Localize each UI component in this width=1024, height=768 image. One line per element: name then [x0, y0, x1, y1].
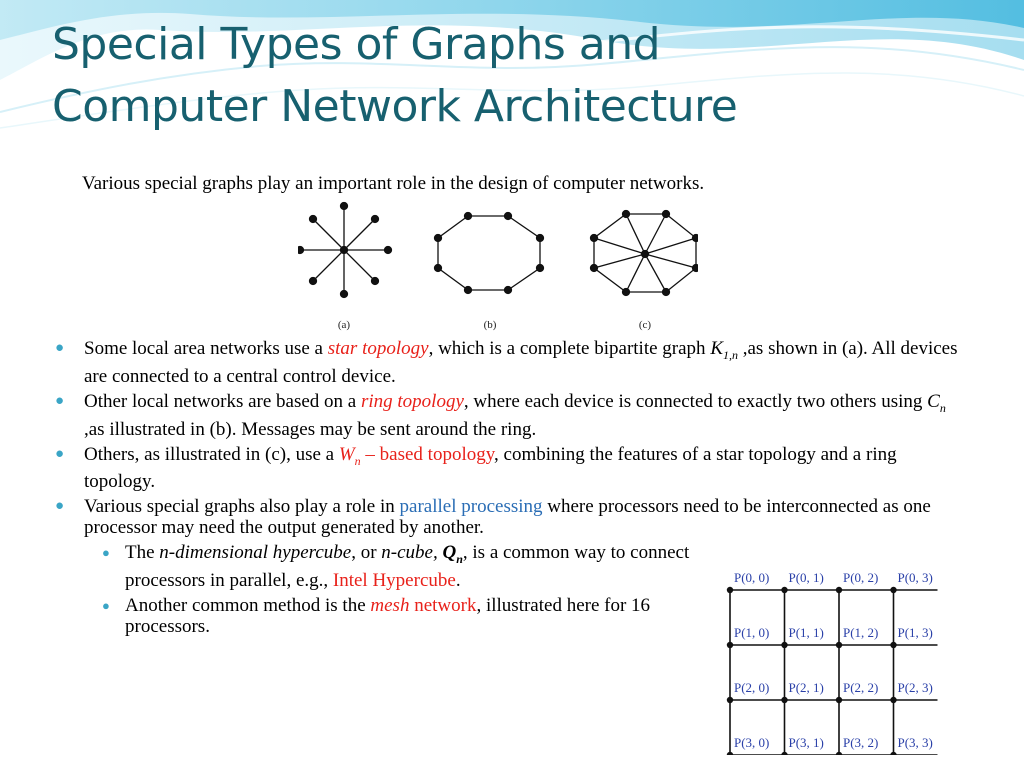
mesh-processor-node [836, 697, 842, 703]
mesh-node-label: P(3, 3) [897, 735, 933, 750]
bullet-ring-topology [55, 391, 965, 440]
mesh-processor-node [890, 587, 896, 593]
mesh-node-label: P(1, 0) [734, 625, 770, 640]
mesh-node-label: P(2, 1) [788, 680, 824, 695]
subbullet-mesh [102, 595, 725, 638]
bullet-text: where processors need to be interconnected as one processor may need the output generated by another. [84, 496, 931, 539]
mesh-node-label: P(2, 3) [897, 680, 933, 695]
bullet-text: Some local area networks use a [84, 338, 328, 359]
ring-topology-term: ring topology [360, 390, 464, 412]
bullet-text: . [455, 570, 461, 592]
bullet-text: , is a common way to connect processors in parallel, e.g., [125, 542, 690, 592]
intro-text: Various special graphs play an important role in the design of computer networks. [82, 173, 705, 194]
mesh-term-italic: mesh [370, 595, 410, 617]
mesh-processor-node [836, 587, 842, 593]
mesh-node-label: P(0, 0) [734, 570, 770, 585]
bullet-text: Various special graphs also play a role in [84, 496, 400, 518]
slide-title-line-1: Special Types of Graphs and [52, 19, 661, 70]
figure-label-b: (b) [483, 319, 497, 331]
hypercube-term: n-dimensional hypercube [159, 542, 352, 564]
subbullet-dot-icon: ● [102, 598, 110, 614]
bullet-dot-icon: ● [55, 392, 65, 409]
mesh-processor-node [781, 587, 787, 593]
bullet-dot-icon: ● [55, 445, 65, 462]
mesh-processor-node [836, 642, 842, 648]
mesh-node-label: P(2, 2) [843, 680, 879, 695]
bullet-text: , which is a complete bipartite graph [428, 338, 711, 359]
intel-hypercube-term: Intel Hypercube [332, 570, 456, 592]
bullet-text: ,as shown in (a). All devices are connected to a central control device. [84, 338, 958, 387]
subbullet-dot-icon: ● [102, 545, 110, 561]
bullet-text: Others, as illustrated in (c), use a [84, 443, 339, 465]
mesh-node-label: P(1, 1) [788, 625, 824, 640]
mesh-node-label: P(0, 1) [788, 570, 824, 585]
mesh-node-label: P(1, 2) [843, 625, 879, 640]
parallel-processing-term: parallel processing [399, 496, 543, 518]
bullet-text: , illustrated here for 16 processors. [125, 595, 651, 638]
topology-figure [298, 200, 698, 336]
wheel-topology-term [338, 443, 495, 468]
mesh-term-rest: network [409, 595, 477, 617]
slide-title [52, 14, 992, 138]
mesh-node-label: P(1, 3) [897, 625, 933, 640]
mesh-processor-node [727, 642, 733, 648]
graph-symbol-sub: 1,n [723, 347, 738, 362]
graph-cn-symbol [927, 390, 946, 415]
bullet-text: , combining the features of a star topology and a ring topology. [84, 443, 897, 493]
ncube-term: n-cube, [381, 542, 438, 564]
mesh-node-label: P(3, 1) [788, 735, 824, 750]
term-rest: – based topology [360, 443, 495, 465]
graph-symbol-base: K [710, 338, 723, 359]
mesh-network-diagram [726, 565, 942, 755]
graph-symbol-base: C [927, 390, 940, 412]
mesh-node-label: P(3, 0) [734, 735, 770, 750]
bullet-text: , where each device is connected to exactly two others using [463, 390, 928, 412]
mesh-node-label: P(3, 2) [843, 735, 879, 750]
mesh-node-label: P(2, 0) [734, 680, 770, 695]
bullet-star-topology [55, 338, 965, 387]
graph-qn-symbol [442, 542, 463, 567]
bullet-dot-icon: ● [55, 340, 65, 356]
star-topology-term: star topology [327, 338, 429, 359]
mesh-network-term [370, 595, 476, 616]
mesh-processor-node [781, 697, 787, 703]
mesh-processor-node [781, 642, 787, 648]
graph-k1n-symbol [710, 338, 738, 362]
subbullet-hypercube [102, 542, 735, 592]
bullet-wheel-topology [55, 444, 965, 493]
mesh-processor-node [890, 642, 896, 648]
graph-symbol-sub: n [939, 400, 946, 415]
mesh-processor-node [890, 697, 896, 703]
bullet-text: Other local networks are based on a [84, 390, 361, 412]
graph-symbol-sub: n [456, 552, 463, 567]
bullet-text: The [125, 542, 160, 564]
figure-label-c: (c) [638, 319, 652, 331]
mesh-node-label: P(0, 2) [843, 570, 879, 585]
slide-title-line-2: Computer Network Architecture [52, 81, 738, 132]
bullet-dot-icon: ● [55, 498, 65, 515]
bullet-text: , or [351, 542, 382, 564]
figure-label-a: (a) [337, 319, 351, 331]
bullet-text: Another common method is the [125, 595, 371, 617]
mesh-node-label: P(0, 3) [897, 570, 933, 585]
bullet-text: ,as illustrated in (b). Messages may be sent around the ring. [84, 418, 537, 440]
graph-symbol-base: W [338, 443, 355, 465]
mesh-processor-node [727, 697, 733, 703]
graph-symbol-sub: n [354, 453, 361, 468]
graph-symbol-base: Q [442, 542, 457, 564]
bullet-parallel-processing [55, 496, 965, 538]
mesh-processor-node [727, 587, 733, 593]
